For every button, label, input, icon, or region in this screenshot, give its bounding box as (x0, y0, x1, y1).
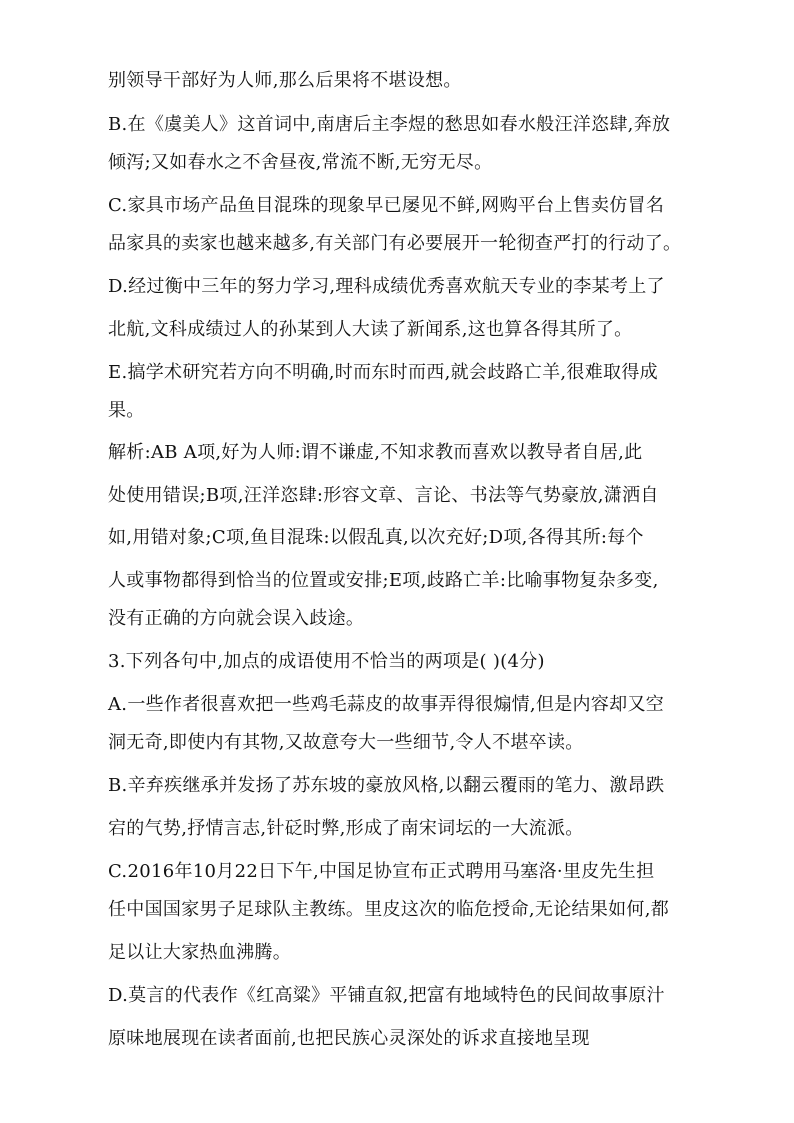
text-line: A.一些作者很喜欢把一些鸡毛蒜皮的故事弄得很煽情,但是内容却又空 (108, 694, 665, 715)
question-line: 3.下列各句中,加点的成语使用不恰当的两项是( )(4分) (108, 651, 545, 672)
text-line: 别领导干部好为人师,那么后果将不堪设想。 (108, 70, 462, 91)
text-line: C.家具市场产品鱼目混珠的现象早已屡见不鲜,网购平台上售卖仿冒名 (108, 195, 665, 216)
text-line: 如,用错对象;C项,鱼目混珠:以假乱真,以次充好;D项,各得其所:每个 (108, 527, 644, 548)
text-line: E.搞学术研究若方向不明确,时而东时而西,就会歧路亡羊,很难取得成 (108, 362, 658, 383)
text-line: 人或事物都得到恰当的位置或安排;E项,歧路亡羊:比喻事物复杂多变, (108, 570, 659, 591)
text-line: 倾泻;又如春水之不舍昼夜,常流不断,无穷无尽。 (108, 152, 493, 173)
text-line: B.辛弃疾继承并发扬了苏东坡的豪放风格,以翻云覆雨的笔力、激昂跌 (108, 775, 665, 796)
text-line: 处使用错误;B项,汪洋恣肆:形容文章、言论、书法等气势豪放,潇洒自 (108, 485, 659, 506)
text-line: C.2016年10月22日下午,中国足协宣布正式聘用马塞洛·里皮先生担 (108, 861, 655, 882)
text-line: D.经过衡中三年的努力学习,理科成绩优秀喜欢航天专业的李某考上了 (108, 276, 665, 297)
text-line: 果。 (108, 400, 145, 421)
text-line: 没有正确的方向就会误入歧途。 (108, 608, 365, 629)
text-line: 品家具的卖家也越来越多,有关部门有必要展开一轮彻查严打的行动了。 (108, 233, 682, 254)
text-line: 解析:AB A项,好为人师:谓不谦虚,不知求教而喜欢以教导者自居,此 (108, 442, 643, 463)
text-line: 原味地展现在读者面前,也把民族心灵深处的诉求直接地呈现 (108, 1028, 590, 1049)
text-line: 洞无奇,即使内有其物,又故意夸大一些细节,令人不堪卒读。 (108, 732, 584, 753)
text-line: 任中国国家男子足球队主教练。里皮这次的临危授命,无论结果如何,都 (108, 899, 670, 920)
text-line: B.在《虞美人》这首词中,南唐后主李煜的愁思如春水般汪洋恣肆,奔放 (108, 114, 671, 135)
text-line: 足以让大家热血沸腾。 (108, 942, 291, 963)
text-line: 宕的气势,抒情言志,针砭时弊,形成了南宋词坛的一大流派。 (108, 818, 584, 839)
text-line: 北航,文科成绩过人的孙某到人大读了新闻系,这也算各得其所了。 (108, 319, 633, 340)
text-line: D.莫言的代表作《红高粱》平铺直叙,把富有地域特色的民间故事原汁 (108, 985, 665, 1006)
